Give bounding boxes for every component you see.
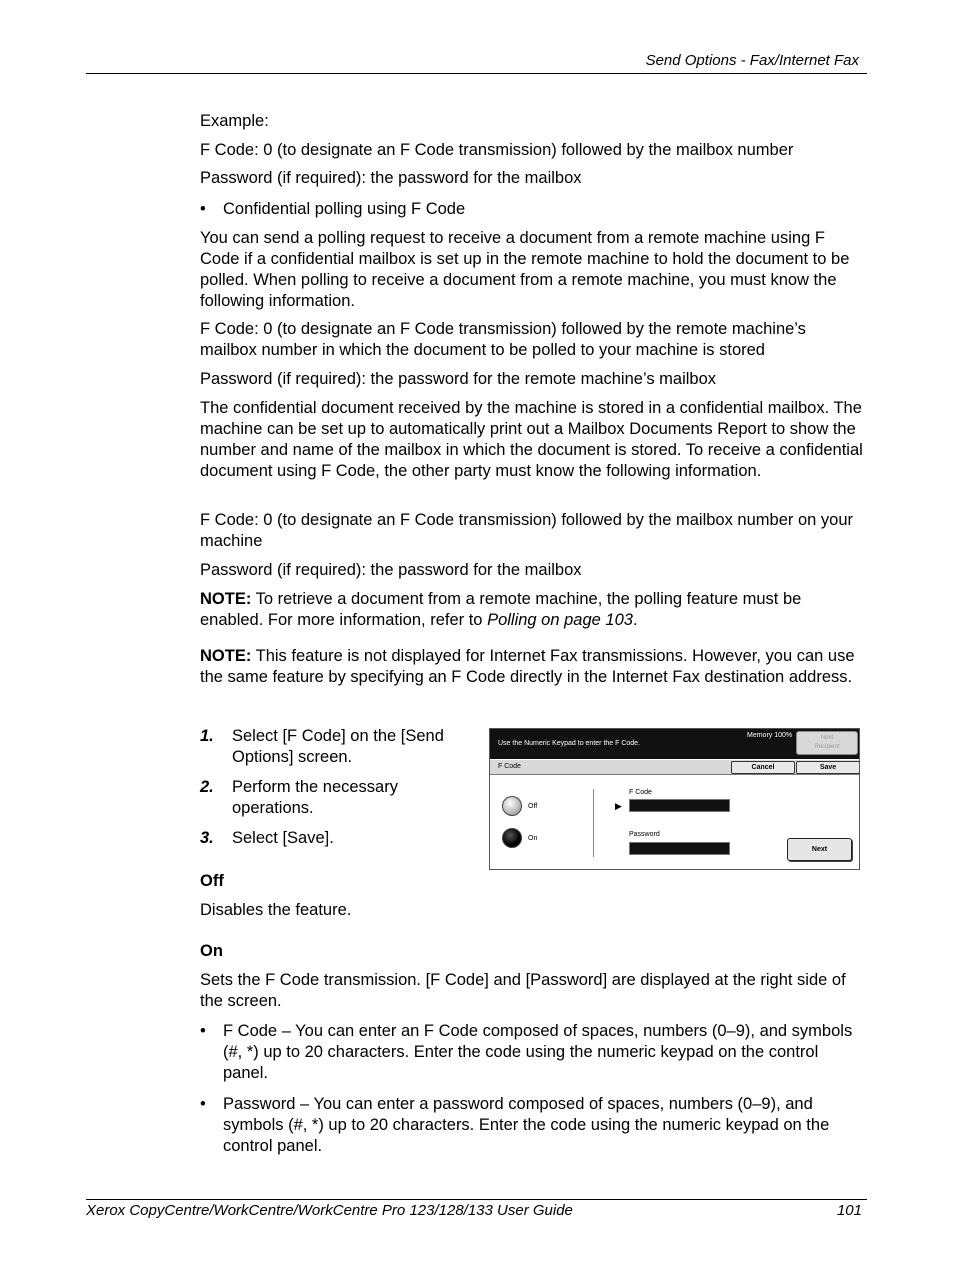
on-description: Sets the F Code transmission. [F Code] and [Password] are displayed at the right side of the screen. <box>200 971 846 1010</box>
title-bar <box>490 760 859 775</box>
polling-link[interactable]: Polling on page 103 <box>487 611 633 629</box>
step-text: Select [Save]. <box>232 829 334 847</box>
note-text: This feature is not displayed for Internet Fax transmissions. However, you can use the same feature by specifying an F Code directly in the Internet Fax destination address. <box>200 647 855 686</box>
step-number: 2. <box>200 778 214 796</box>
fcode-screen-screenshot <box>489 728 860 870</box>
bullet-text: Confidential polling using F Code <box>223 200 466 218</box>
para-fcode-remote: F Code: 0 (to designate an F Code transmission) followed by the remote machine’s mailbox number in which the document to be polled to your machine is stored <box>200 320 806 359</box>
fcode-field-label: F Code <box>629 789 652 796</box>
memory-indicator: Memory 100% <box>747 732 793 739</box>
bullet-text: F Code – You can enter an F Code composed of spaces, numbers (0–9), and symbols (#, *) up to 20 characters. Enter the code using the numeric keypad on the control panel. <box>223 1022 853 1082</box>
off-heading: Off <box>200 872 224 890</box>
step-number: 3. <box>200 829 214 847</box>
keypad-message: Use the Numeric Keypad to enter the F Code. <box>498 740 641 747</box>
example-fcode: F Code: 0 (to designate an F Code transmission) followed by the mailbox number <box>200 141 794 159</box>
bullet-dot: • <box>200 200 206 218</box>
next-button[interactable]: Next <box>787 838 852 861</box>
step-text: Select [F Code] on the [Send Options] screen. <box>232 727 444 766</box>
para-polling-request: You can send a polling request to receive a document from a remote machine using F Code if a confidential mailbox is set up in the remote machine to hold the document to be polled. When polling to receive a document from a remote machine, you must know the following information. <box>200 229 850 310</box>
screen-title: F Code <box>498 763 521 770</box>
note-internet-fax <box>200 646 866 688</box>
bullet-dot: • <box>200 1022 206 1040</box>
header-rule <box>86 73 867 74</box>
off-description: Disables the feature. <box>200 901 352 919</box>
para-password-mailbox: Password (if required): the password for the mailbox <box>200 561 582 579</box>
para-fcode-your: F Code: 0 (to designate an F Code transmission) followed by the mailbox number on your machine <box>200 511 853 550</box>
example-label: Example: <box>200 112 269 130</box>
note-label: NOTE: <box>200 590 252 608</box>
next-recipient-label-2: Recipient <box>814 744 840 750</box>
save-button[interactable]: Save <box>796 761 860 774</box>
bullet-dot: • <box>200 1095 206 1113</box>
note-polling <box>200 589 866 631</box>
next-recipient-button[interactable] <box>796 731 858 755</box>
footer-rule <box>86 1199 867 1200</box>
note-end: . <box>632 611 638 629</box>
note-label: NOTE: <box>200 647 252 665</box>
para-password-remote: Password (if required): the password for the remote machine’s mailbox <box>200 370 717 388</box>
off-radio-label: Off <box>528 803 538 810</box>
selection-arrow-icon: ▶ <box>615 801 622 811</box>
note-text: To retrieve a document from a remote machine, the polling feature must be enabled. For more information, refer to <box>200 590 802 629</box>
example-password: Password (if required): the password for the mailbox <box>200 169 582 187</box>
next-recipient-label-1: Next <box>820 735 834 741</box>
password-field-label: Password <box>629 831 660 838</box>
running-header: Send Options - Fax/Internet Fax <box>645 52 859 69</box>
cancel-button[interactable]: Cancel <box>731 761 795 774</box>
panel-divider <box>593 789 594 857</box>
bullet-text: Password – You can enter a password composed of spaces, numbers (0–9), and symbols (#, *) up to 20 characters. Enter the code using the numeric keypad on the control panel. <box>223 1095 830 1155</box>
para-confidential-doc: The confidential document received by the machine is stored in a confidential mailbox. The machine can be set up to automatically print out a Mailbox Documents Report to show the number and name of the mailbox in which the document is stored. To receive a confidential document using F Code, the other party must know the following information. <box>200 399 863 480</box>
footer-guide-title: Xerox CopyCentre/WorkCentre/WorkCentre Pro 123/128/133 User Guide <box>86 1202 573 1219</box>
step-number: 1. <box>200 727 214 745</box>
fcode-input[interactable] <box>629 799 730 812</box>
off-radio[interactable] <box>502 796 522 816</box>
page-number: 101 <box>836 1202 862 1219</box>
step-text: Perform the necessary operations. <box>232 778 398 817</box>
on-radio[interactable] <box>502 828 522 848</box>
password-input[interactable] <box>629 842 730 855</box>
on-radio-label: On <box>528 835 538 842</box>
on-heading: On <box>200 942 223 960</box>
